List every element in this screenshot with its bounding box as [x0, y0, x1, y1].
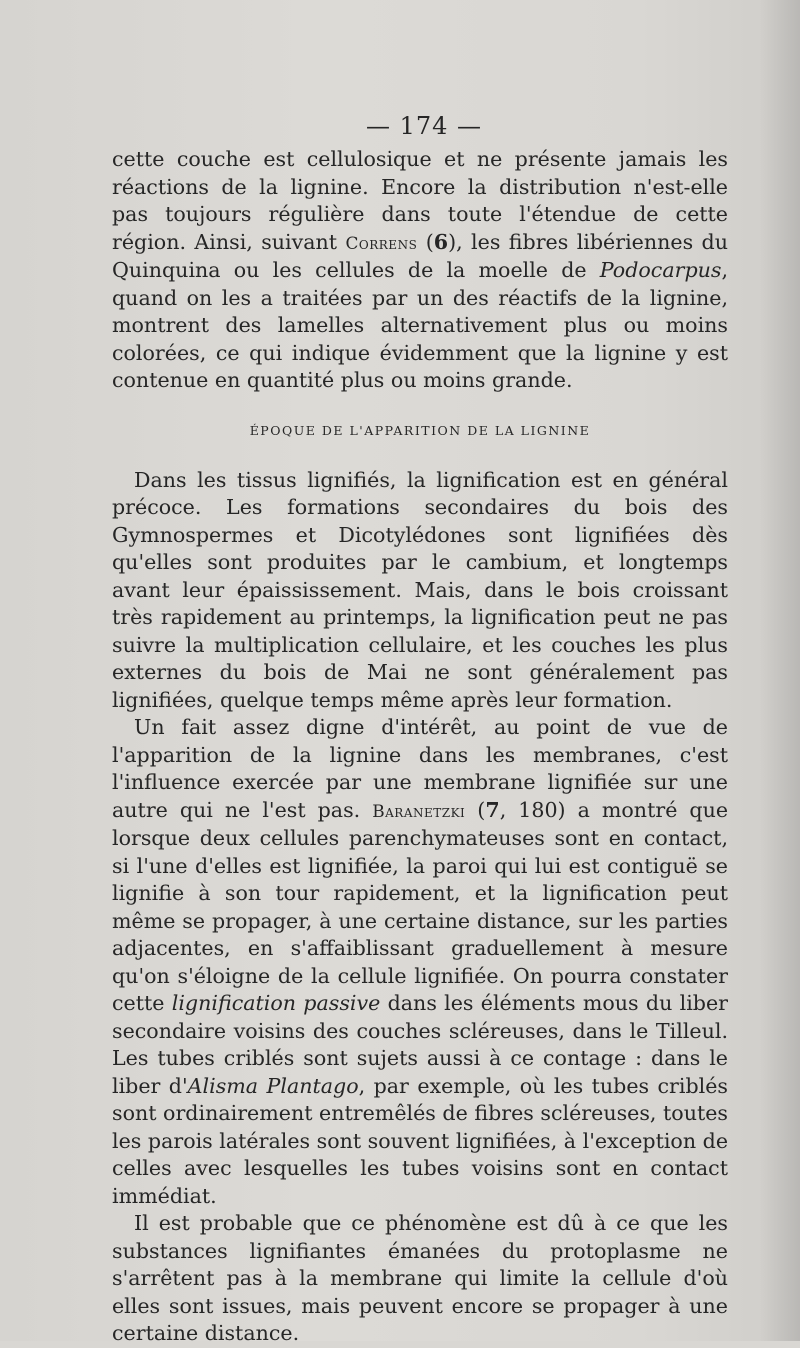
reference-page: , 180) [499, 797, 566, 822]
paragraph-2: Dans les tissus lignifiés, la lignification est en général précoce. Les formations secondaires du bois des Gymnospermes et Dicotylédones sont lignifiées dès qu'elles sont produites par le cambium, et longtemps avant leur épaississement. Mais, dans le bois croissant très rapidement au printemps, la lignification peut ne pas suivre la multiplication cellulaire, et les couches les plus externes du bois de Mai ne sont généralement pas lignifiées, quelque temps même après leur formation. [112, 467, 728, 712]
paragraph-1 [112, 146, 728, 395]
author-baranetzki: Baranetzki [372, 800, 466, 821]
term-lignification-passive: lignification passive [171, 991, 381, 1015]
page-number: — 174 — [365, 112, 483, 140]
species-alisma-plantago: Alisma Plantago [187, 1073, 359, 1098]
section-heading: ÉPOQUE DE L'APPARITION DE LA LIGNINE [249, 422, 591, 438]
page-edge-shadow [760, 0, 800, 1341]
paragraph-4: Il est probable que ce phénomène est dû à ce que les substances lignifiantes émanées du protoplasme ne s'arrêtent pas à la membrane qui limite la cellule d'où elles sont issues, mais peuvent encore se propager à une certaine distance. [112, 1211, 728, 1345]
genus-podocarpus: Podocarpus [599, 258, 722, 282]
reference-open-1: ( [417, 229, 434, 254]
paragraph-3-text-4: , par exemple, où les tubes criblés sont ordinairement entremêlés de fibres scléreuses, toutes les parois latérales sont souvent lignifiées, à l'exception de celles avec lesquelles les tubes voisins sont en contact immédiat. [112, 1073, 729, 1208]
reference-open-2: ( [465, 797, 486, 822]
body-text [112, 146, 728, 1348]
reference-number-7: 7 [485, 797, 500, 822]
paragraph-3-text-2: a montré que lorsque deux cellules parenchymateuses sont en contact, si l'une d'elles est lignifiée, la paroi qui lui est contiguë se lignifie à son tour rapidement, et la lignification peut même se propager, à une certaine distance, sur les parties adjacentes, en s'affaiblissant graduellement à mesure qu'on s'éloigne de la cellule lignifiée. On pourra constater cette [112, 797, 729, 1015]
paragraph-1-text-3: , quand on les a traitées par un des réactifs de la lignine, montrent des lamelles alternativement plus ou moins colorées, ce qui indique évidemment que la lignine y est contenue en quantité plus ou moins grande. [112, 258, 728, 392]
paragraph-3 [112, 714, 728, 1210]
reference-number-6: 6 [433, 229, 449, 254]
author-correns: Correns [345, 232, 418, 253]
paragraph-3-text-1: Un fait assez digne d'intérêt, au point de vue de l'apparition de la lignine dans les membranes, c'est l'influence exercée par une membrane lignifiée sur une autre qui ne l'est pas. [112, 715, 728, 822]
paragraph-1-text-1: cette couche est cellulosique et ne présente jamais les réactions de la lignine. Encore la distribution n'est-elle pas toujours régulière dans toute l'étendue de cette région. Ainsi, suivant [112, 147, 728, 254]
paragraph-3-text-3: dans les éléments mous du liber secondaire voisins des couches scléreuses, dans le Tilleul. Les tubes criblés sont sujets aussi à ce contage : dans le liber d' [112, 991, 728, 1098]
paragraph-1-text-2: ), les fibres libériennes du Quinquina ou les cellules de la moelle de [112, 229, 728, 282]
